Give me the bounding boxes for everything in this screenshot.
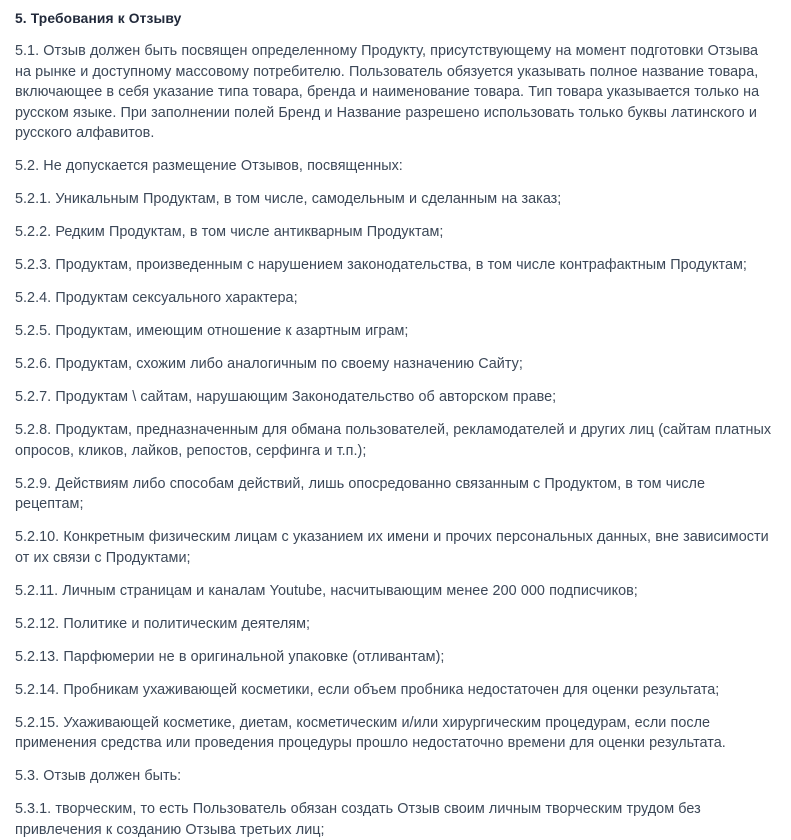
clause-5-2-2: 5.2.2. Редким Продуктам, в том числе антикварным Продуктам; xyxy=(15,224,444,240)
clause-5-3: 5.3. Отзыв должен быть: xyxy=(15,768,182,784)
clause-5-2-5: 5.2.5. Продуктам, имеющим отношение к азартным играм; xyxy=(15,323,409,339)
clause-5-2-10: 5.2.10. Конкретным физическим лицам с указанием их имени и прочих персональных данных, вне зависимости от их связи с Продуктами; xyxy=(15,529,769,566)
clause-5-2-1: 5.2.1. Уникальным Продуктам, в том числе, самодельным и сделанным на заказ; xyxy=(15,191,562,207)
clause-5-1: 5.1. Отзыв должен быть посвящен определенному Продукту, присутствующему на момент подготовки Отзыва на рынке и доступному массовому потребителю. Пользователь обязуется указывать полное название товара, включающее в себя указание типа товара, бренда и наименование товара. Тип товара указывается только на русском языке. При заполнении полей Бренд и Название разрешено использовать только буквы латинского и русского алфавитов. xyxy=(15,43,760,141)
clause-5-3-1: 5.3.1. творческим, то есть Пользователь обязан создать Отзыв своим личным творческим трудом без привлечения к созданию Отзыва третьих лиц; xyxy=(15,801,701,838)
clause-5-2-12: 5.2.12. Политике и политическим деятелям; xyxy=(15,615,311,632)
page-title: 5. Требования к Отзыву xyxy=(15,11,182,26)
clause-5-2-8: 5.2.8. Продуктам, предназначенным для обмана пользователей, рекламодателей и других лиц (сайтам платных опросов, кликов, лайков, репостов, серфинга и т.п.); xyxy=(15,422,772,459)
clause-5-2-9: 5.2.9. Действиям либо способам действий, лишь опосредованно связанным с Продуктом, в том числе рецептам; xyxy=(15,475,706,512)
clause-5-2-13: 5.2.13. Парфюмерии не в оригинальной упаковке (отливантам); xyxy=(15,648,445,665)
clause-5-2: 5.2. Не допускается размещение Отзывов, посвященных: xyxy=(15,158,403,174)
clause-5-2-14: 5.2.14. Пробникам ухаживающей косметики, если объем пробника недостаточен для оценки результата; xyxy=(15,681,720,698)
clause-5-2-15: 5.2.15. Ухаживающей косметике, диетам, косметическим и/или хирургическим процедурам, если после применения средства или проведения процедуры прошло недостаточно времени для оценки результата. xyxy=(15,714,726,751)
clause-5-2-7: 5.2.7. Продуктам \ сайтам, нарушающим Законодательство об авторском праве; xyxy=(15,389,557,405)
clause-5-2-4: 5.2.4. Продуктам сексуального характера; xyxy=(15,290,298,306)
clause-5-2-3: 5.2.3. Продуктам, произведенным с нарушением законодательства, в том числе контрафактным Продуктам; xyxy=(15,257,747,273)
clause-5-2-11: 5.2.11. Личным страницам и каналам Youtube, насчитывающим менее 200 000 подписчиков; xyxy=(15,582,638,599)
clause-5-2-6: 5.2.6. Продуктам, схожим либо аналогичным по своему назначению Сайту; xyxy=(15,356,523,372)
